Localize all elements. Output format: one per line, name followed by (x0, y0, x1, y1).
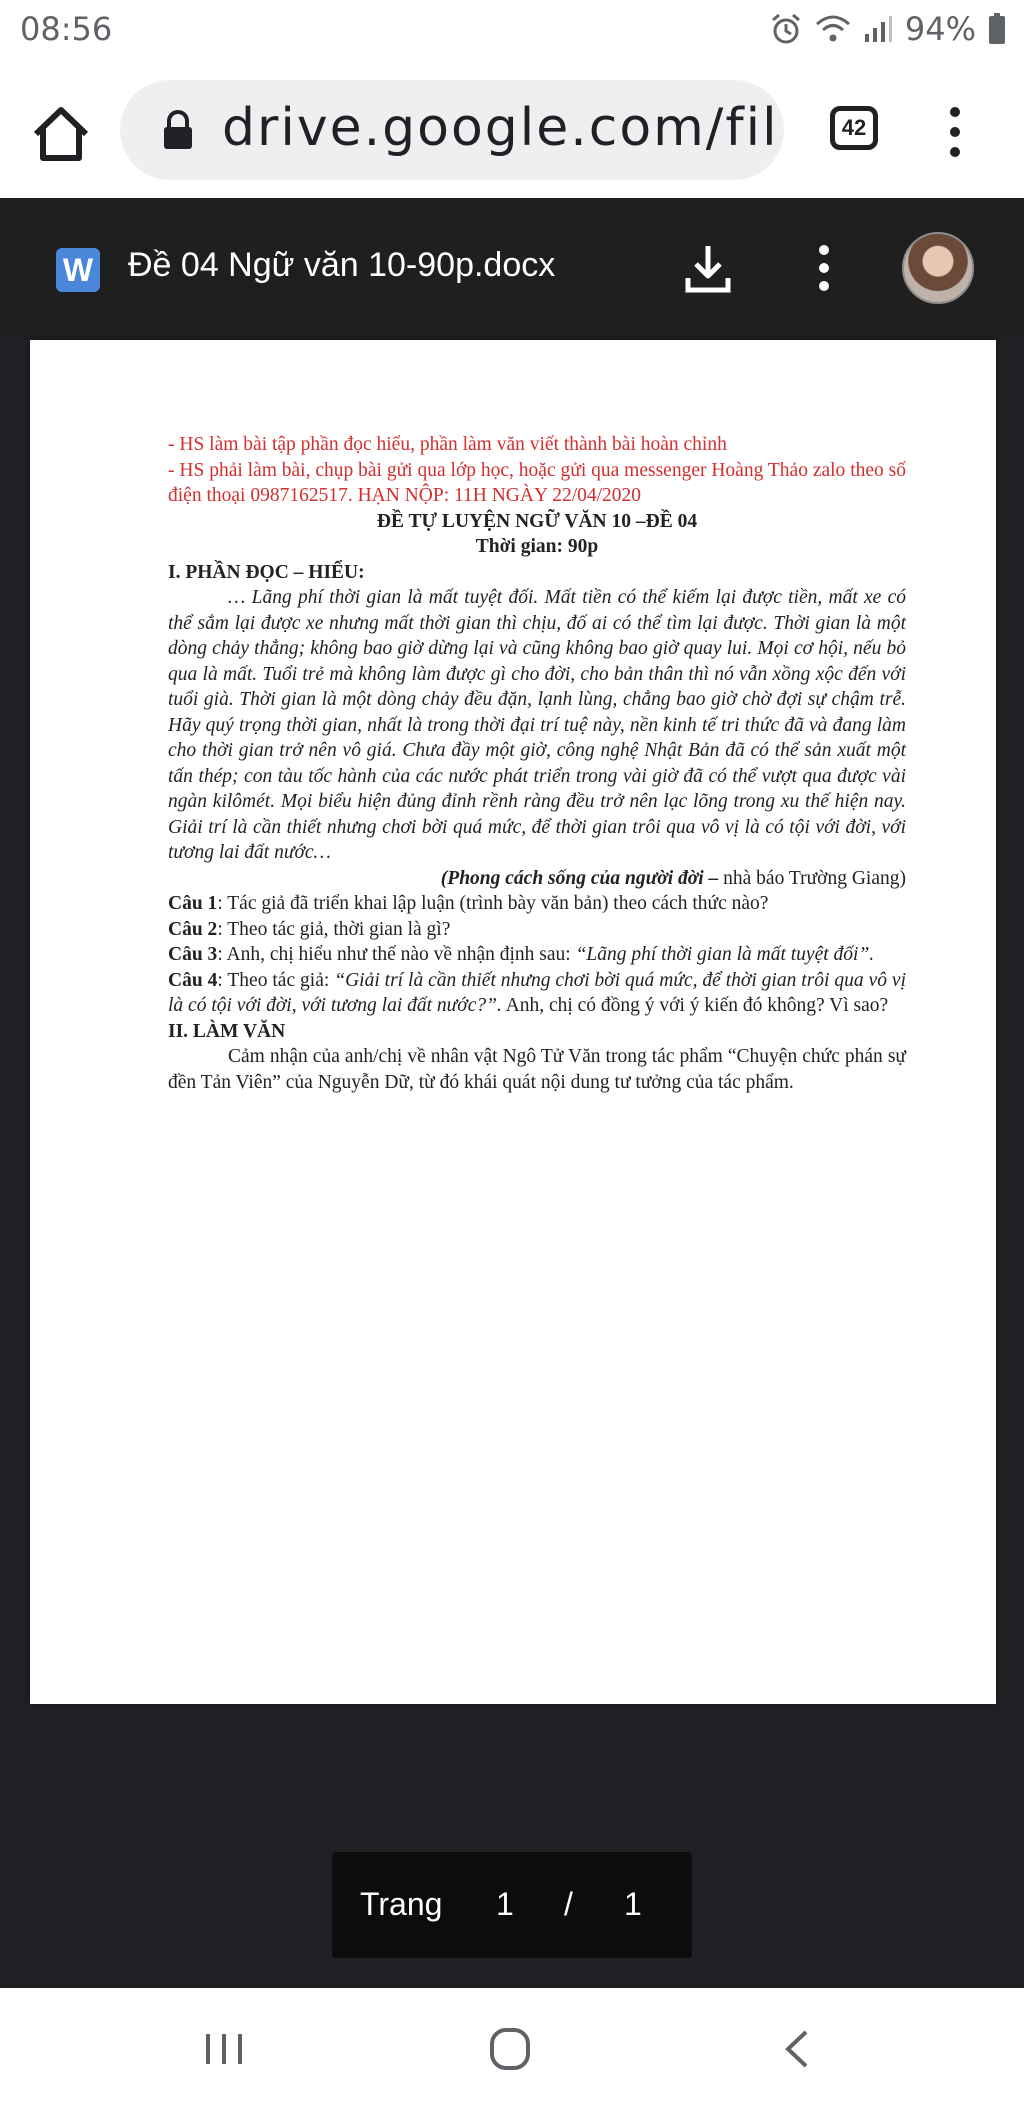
account-avatar[interactable] (902, 232, 974, 304)
battery-percent: 94% (904, 10, 976, 48)
question-2-label: Câu 2 (168, 918, 218, 940)
total-pages: 1 (624, 1886, 642, 1922)
page-separator: / (564, 1886, 573, 1922)
essay-prompt: Cảm nhận của anh/chị về nhân vật Ngô Tử Văn trong tác phẩm “Chuyện chức phán sự đền Tản Viên” của Nguyễn Dữ, từ đó khái quát nội dung tư tưởng của tác phẩm. (168, 1046, 906, 1093)
tab-switcher-button[interactable]: 42 (830, 106, 878, 150)
question-4-label: Câu 4 (168, 969, 218, 991)
question-4-quote: “Giải trí là cần thiết nhưng chơi bời quá mức, để thời gian trôi qua vô vị là có tội với đời, với tương lai đất nước?”. (168, 969, 906, 1016)
system-nav-bar (0, 1988, 1024, 2106)
question-4-text: : Theo tác giả: (217, 969, 335, 991)
address-bar[interactable] (120, 80, 784, 180)
question-4-tail: Anh, chị có đồng ý với ý kiến đó không? Vì sao? (501, 995, 889, 1016)
home-icon[interactable] (26, 100, 96, 170)
browser-toolbar (0, 62, 1024, 198)
question-2 (168, 917, 906, 943)
document-page (30, 340, 996, 1704)
page-indicator (332, 1852, 692, 1958)
question-3-text: : Anh, chị hiểu như thế nào về nhận định sau: (217, 944, 576, 965)
current-page: 1 (496, 1886, 514, 1922)
question-3-label: Câu 3 (168, 944, 218, 965)
status-icons (769, 10, 1006, 48)
home-nav-icon[interactable] (480, 2024, 540, 2074)
exam-duration: Thời gian: 90p (475, 536, 599, 557)
recent-apps-icon[interactable] (194, 2024, 254, 2074)
lock-icon (160, 110, 196, 150)
browser-menu-icon[interactable] (940, 102, 970, 162)
download-icon[interactable] (684, 242, 732, 294)
section-writing-heading: II. LÀM VĂN (168, 1020, 286, 1042)
exam-title: ĐỀ TỰ LUYỆN NGỮ VĂN 10 –ĐỀ 04 (376, 510, 698, 532)
status-bar (0, 0, 1024, 62)
passage-source (168, 866, 906, 892)
source-author: nhà báo Trường Giang) (718, 867, 906, 889)
question-4 (168, 968, 906, 1019)
url-text: drive.google.com/fil (222, 98, 779, 158)
source-work: (Phong cách sống của người đời – (440, 867, 719, 889)
wifi-icon (815, 14, 851, 44)
clock: 08:56 (20, 10, 113, 48)
battery-icon (988, 13, 1006, 45)
question-1 (168, 891, 906, 917)
notice-line-1: - HS làm bài tập phần đọc hiểu, phần làm văn viết thành bài hoàn chỉnh (168, 434, 727, 455)
notice-line-2: - HS phải làm bài, chụp bài gửi qua lớp học, hoặc gửi qua messenger Hoàng Thảo zalo theo số điện thoại 0987162517. HẠN NỘP: 11H NGÀY 22/04/2020 (168, 459, 906, 506)
more-options-icon[interactable] (814, 242, 834, 294)
question-3-quote: “Lãng phí thời gian là mất tuyệt đối”. (575, 944, 875, 965)
question-3 (168, 942, 906, 968)
word-file-icon: W (56, 248, 100, 292)
alarm-icon (769, 12, 803, 46)
section-reading-heading: I. PHẦN ĐỌC – HIỂU: (168, 561, 365, 583)
viewer-header (0, 198, 1024, 338)
question-1-text: : Tác giả đã triển khai lập luận (trình bày văn bản) theo cách thức nào? (217, 893, 769, 914)
back-icon[interactable] (768, 2024, 828, 2074)
reading-passage: … Lãng phí thời gian là mất tuyệt đối. Mất tiền có thể kiếm lại được tiền, mất xe có thể sắm lại được xe nhưng mất thời gian thì chịu, đố ai có thể tìm lại được. Thời gian là một dòng chảy thẳng; không bao giờ dừng lại và cũng không bao giờ quay lui. Mọi cơ hội, nếu bỏ qua là mất. Tuổi trẻ mà không làm được gì cho đời, cho bản thân thì nó vẫn xồng xộc đến với tuổi già. Thời gian là một dòng chảy đều đặn, lạnh lùng, chẳng bao giờ chờ đợi sự chậm trễ. Hãy quý trọng thời gian, nhất là trong thời đại trí tuệ này, nền kinh tế tri thức đã và đang làm cho thời gian trở nên vô giá. Chưa đầy một giờ, công nghệ Nhật Bản đã có thể sản xuất một tấn thép; con tàu tốc hành của các nước phát triển trong vài giờ đã có thể vượt qua được vài ngàn kilômét. Mọi biểu hiện đủng đỉnh rềnh ràng đều trở nên lạc lõng trong xu thế hiện nay. Giải trí là cần thiết nhưng chơi bời quá mức, để thời gian trôi qua vô vị là có tội với đời, với tương lai đất nước… (168, 587, 906, 863)
question-1-label: Câu 1 (168, 893, 218, 914)
document-content (168, 432, 906, 1095)
page-label: Trang (360, 1886, 443, 1922)
question-2-text: : Theo tác giả, thời gian là gì? (217, 918, 451, 940)
document-title: Đề 04 Ngữ văn 10-90p.docx (128, 246, 556, 284)
signal-icon (863, 14, 893, 44)
